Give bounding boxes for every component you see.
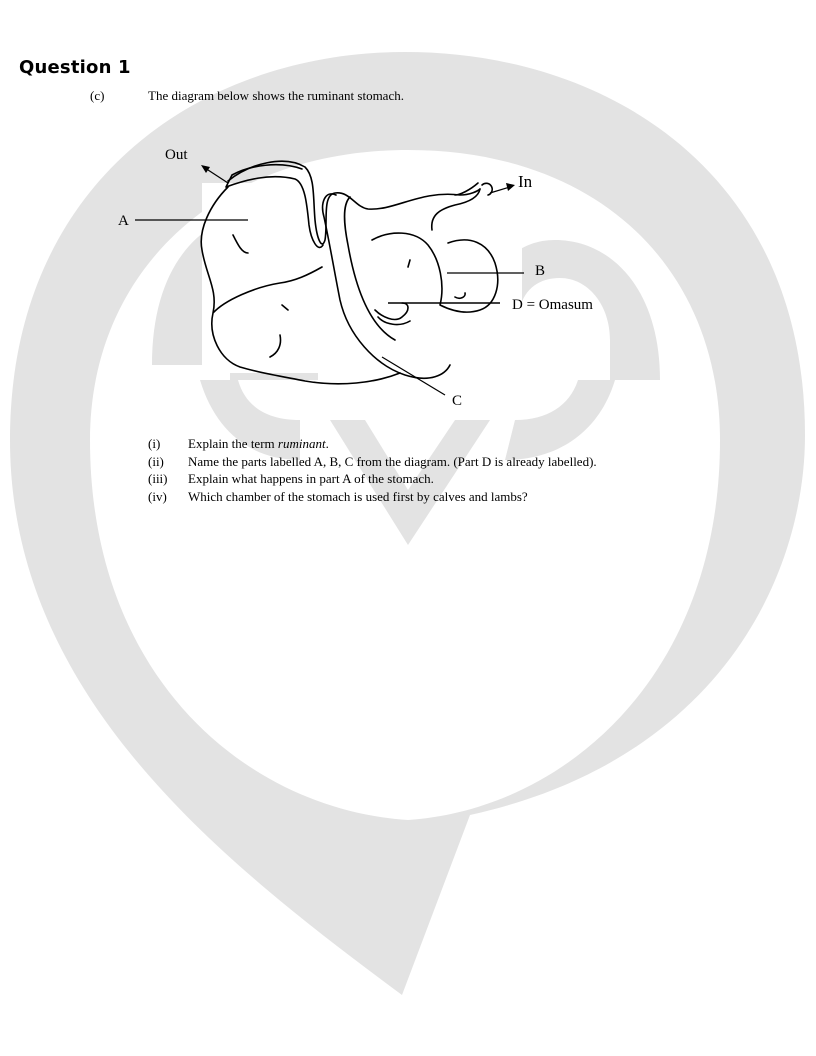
subquestion-number: (iv) bbox=[148, 488, 167, 504]
subquestion-text bbox=[188, 435, 708, 453]
subquestion-list bbox=[148, 435, 708, 505]
subquestion-italic-term: ruminant bbox=[277, 436, 326, 451]
subquestion-number: (ii) bbox=[148, 453, 164, 469]
subquestion-number: (iii) bbox=[148, 471, 168, 486]
out-arrow bbox=[205, 168, 228, 183]
label-c: C bbox=[452, 393, 463, 409]
out-arrowhead bbox=[201, 165, 210, 173]
question-title: Question 1 bbox=[19, 57, 131, 78]
label-a: A bbox=[118, 213, 129, 229]
label-d-omasum: D = Omasum bbox=[512, 297, 593, 313]
subquestion-text: Explain what happens in part A of the stomach. bbox=[188, 471, 434, 486]
subquestion-text-end: . bbox=[325, 436, 329, 451]
label-in: In bbox=[518, 172, 533, 191]
subquestion-number: (i) bbox=[148, 436, 161, 451]
subquestion-text: Name the parts labelled A, B, C from the diagram. (Part D is already labelled). bbox=[188, 453, 597, 469]
ruminant-stomach-diagram bbox=[110, 135, 620, 415]
subquestion-ii bbox=[148, 453, 708, 471]
subquestion-text-start: Explain the term bbox=[188, 436, 278, 451]
subquestion-iii bbox=[148, 470, 708, 488]
label-out: Out bbox=[165, 147, 188, 163]
part-label: (c) bbox=[90, 88, 105, 103]
subquestion-text: Which chamber of the stomach is used first by calves and lambs? bbox=[188, 488, 528, 504]
subquestion-i bbox=[148, 435, 708, 453]
label-b: B bbox=[535, 263, 546, 279]
subquestion-iv bbox=[148, 488, 708, 506]
intro-text: The diagram below shows the ruminant stomach. bbox=[148, 88, 404, 103]
